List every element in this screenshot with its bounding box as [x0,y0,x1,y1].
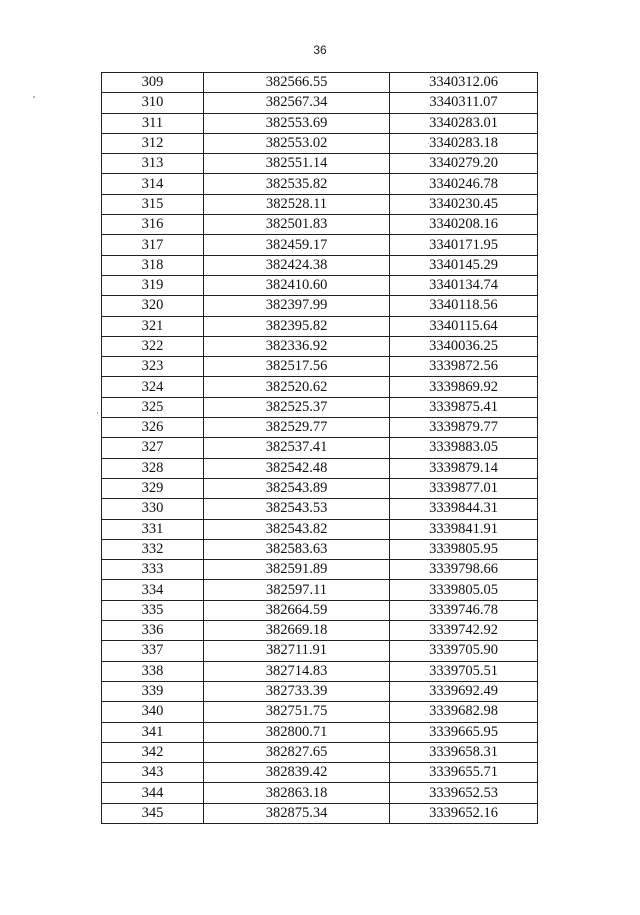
table-row [102,194,538,214]
x-coordinate-cell: 382553.02 [204,133,390,153]
y-coordinate-cell: 3339872.56 [390,357,538,377]
x-coordinate-cell: 382459.17 [204,235,390,255]
y-coordinate-cell: 3340208.16 [390,215,538,235]
point-number-cell: 322 [102,336,204,356]
x-coordinate-cell: 382714.83 [204,661,390,681]
y-coordinate-cell: 3340036.25 [390,336,538,356]
y-coordinate-cell: 3339705.51 [390,661,538,681]
y-coordinate-cell: 3340246.78 [390,174,538,194]
y-coordinate-cell: 3340171.95 [390,235,538,255]
table-row [102,316,538,336]
table-row [102,560,538,580]
table-row [102,763,538,783]
scan-speck [97,412,98,414]
point-number-cell: 316 [102,215,204,235]
point-number-cell: 331 [102,519,204,539]
x-coordinate-cell: 382751.75 [204,702,390,722]
table-row [102,357,538,377]
x-coordinate-cell: 382863.18 [204,783,390,803]
x-coordinate-cell: 382567.34 [204,93,390,113]
point-number-cell: 318 [102,255,204,275]
table-row [102,783,538,803]
x-coordinate-cell: 382551.14 [204,154,390,174]
table-row [102,255,538,275]
point-number-cell: 345 [102,803,204,823]
table-row [102,681,538,701]
y-coordinate-cell: 3339746.78 [390,600,538,620]
table-row [102,93,538,113]
x-coordinate-cell: 382535.82 [204,174,390,194]
table-row [102,600,538,620]
table-row [102,458,538,478]
point-number-cell: 315 [102,194,204,214]
y-coordinate-cell: 3339652.53 [390,783,538,803]
table-row [102,478,538,498]
table-row [102,174,538,194]
table-row [102,438,538,458]
table-row [102,580,538,600]
point-number-cell: 333 [102,560,204,580]
x-coordinate-cell: 382733.39 [204,681,390,701]
table-row [102,742,538,762]
x-coordinate-cell: 382501.83 [204,215,390,235]
table-row [102,702,538,722]
point-number-cell: 328 [102,458,204,478]
x-coordinate-cell: 382336.92 [204,336,390,356]
y-coordinate-cell: 3339658.31 [390,742,538,762]
point-number-cell: 309 [102,73,204,93]
point-number-cell: 340 [102,702,204,722]
table-row [102,275,538,295]
x-coordinate-cell: 382520.62 [204,377,390,397]
point-number-cell: 335 [102,600,204,620]
x-coordinate-cell: 382553.69 [204,113,390,133]
x-coordinate-cell: 382711.91 [204,641,390,661]
x-coordinate-cell: 382543.53 [204,499,390,519]
x-coordinate-cell: 382597.11 [204,580,390,600]
table-row [102,215,538,235]
table-row [102,519,538,539]
table-row [102,803,538,823]
y-coordinate-cell: 3340115.64 [390,316,538,336]
y-coordinate-cell: 3339692.49 [390,681,538,701]
y-coordinate-cell: 3339805.95 [390,539,538,559]
y-coordinate-cell: 3340312.06 [390,73,538,93]
x-coordinate-cell: 382827.65 [204,742,390,762]
point-number-cell: 314 [102,174,204,194]
y-coordinate-cell: 3340283.01 [390,113,538,133]
point-number-cell: 343 [102,763,204,783]
x-coordinate-cell: 382591.89 [204,560,390,580]
point-number-cell: 329 [102,478,204,498]
point-number-cell: 312 [102,133,204,153]
table-row [102,641,538,661]
y-coordinate-cell: 3339805.05 [390,580,538,600]
point-number-cell: 320 [102,296,204,316]
coordinate-table-body [102,73,538,824]
y-coordinate-cell: 3339682.98 [390,702,538,722]
y-coordinate-cell: 3339879.14 [390,458,538,478]
x-coordinate-cell: 382875.34 [204,803,390,823]
x-coordinate-cell: 382800.71 [204,722,390,742]
table-row [102,113,538,133]
x-coordinate-cell: 382542.48 [204,458,390,478]
point-number-cell: 339 [102,681,204,701]
y-coordinate-cell: 3339877.01 [390,478,538,498]
y-coordinate-cell: 3340311.07 [390,93,538,113]
y-coordinate-cell: 3340230.45 [390,194,538,214]
point-number-cell: 338 [102,661,204,681]
y-coordinate-cell: 3339869.92 [390,377,538,397]
table-row [102,73,538,93]
y-coordinate-cell: 3339705.90 [390,641,538,661]
y-coordinate-cell: 3339844.31 [390,499,538,519]
y-coordinate-cell: 3340134.74 [390,275,538,295]
y-coordinate-cell: 3339879.77 [390,418,538,438]
table-row [102,722,538,742]
x-coordinate-cell: 382525.37 [204,397,390,417]
table-row [102,621,538,641]
y-coordinate-cell: 3340118.56 [390,296,538,316]
y-coordinate-cell: 3340145.29 [390,255,538,275]
point-number-cell: 313 [102,154,204,174]
point-number-cell: 337 [102,641,204,661]
point-number-cell: 341 [102,722,204,742]
x-coordinate-cell: 382424.38 [204,255,390,275]
y-coordinate-cell: 3339875.41 [390,397,538,417]
point-number-cell: 310 [102,93,204,113]
point-number-cell: 325 [102,397,204,417]
x-coordinate-cell: 382410.60 [204,275,390,295]
point-number-cell: 311 [102,113,204,133]
y-coordinate-cell: 3339742.92 [390,621,538,641]
table-row [102,397,538,417]
x-coordinate-cell: 382583.63 [204,539,390,559]
y-coordinate-cell: 3339883.05 [390,438,538,458]
x-coordinate-cell: 382537.41 [204,438,390,458]
table-row [102,154,538,174]
y-coordinate-cell: 3340279.20 [390,154,538,174]
table-row [102,661,538,681]
x-coordinate-cell: 382566.55 [204,73,390,93]
table-row [102,499,538,519]
table-row [102,235,538,255]
y-coordinate-cell: 3339652.16 [390,803,538,823]
x-coordinate-cell: 382669.18 [204,621,390,641]
x-coordinate-cell: 382529.77 [204,418,390,438]
x-coordinate-cell: 382543.89 [204,478,390,498]
x-coordinate-cell: 382397.99 [204,296,390,316]
table-row [102,296,538,316]
point-number-cell: 319 [102,275,204,295]
table-row [102,133,538,153]
y-coordinate-cell: 3339798.66 [390,560,538,580]
x-coordinate-cell: 382517.56 [204,357,390,377]
point-number-cell: 321 [102,316,204,336]
point-number-cell: 317 [102,235,204,255]
point-number-cell: 336 [102,621,204,641]
page-number: 36 [313,43,327,57]
y-coordinate-cell: 3339665.95 [390,722,538,742]
point-number-cell: 334 [102,580,204,600]
x-coordinate-cell: 382528.11 [204,194,390,214]
scan-speck [33,96,35,98]
y-coordinate-cell: 3339841.91 [390,519,538,539]
point-number-cell: 324 [102,377,204,397]
point-number-cell: 323 [102,357,204,377]
x-coordinate-cell: 382839.42 [204,763,390,783]
x-coordinate-cell: 382664.59 [204,600,390,620]
point-number-cell: 342 [102,742,204,762]
coordinate-table [101,72,538,824]
table-row [102,539,538,559]
y-coordinate-cell: 3340283.18 [390,133,538,153]
x-coordinate-cell: 382395.82 [204,316,390,336]
point-number-cell: 344 [102,783,204,803]
point-number-cell: 332 [102,539,204,559]
table-row [102,418,538,438]
table-row [102,377,538,397]
y-coordinate-cell: 3339655.71 [390,763,538,783]
table-row [102,336,538,356]
point-number-cell: 326 [102,418,204,438]
point-number-cell: 330 [102,499,204,519]
point-number-cell: 327 [102,438,204,458]
x-coordinate-cell: 382543.82 [204,519,390,539]
